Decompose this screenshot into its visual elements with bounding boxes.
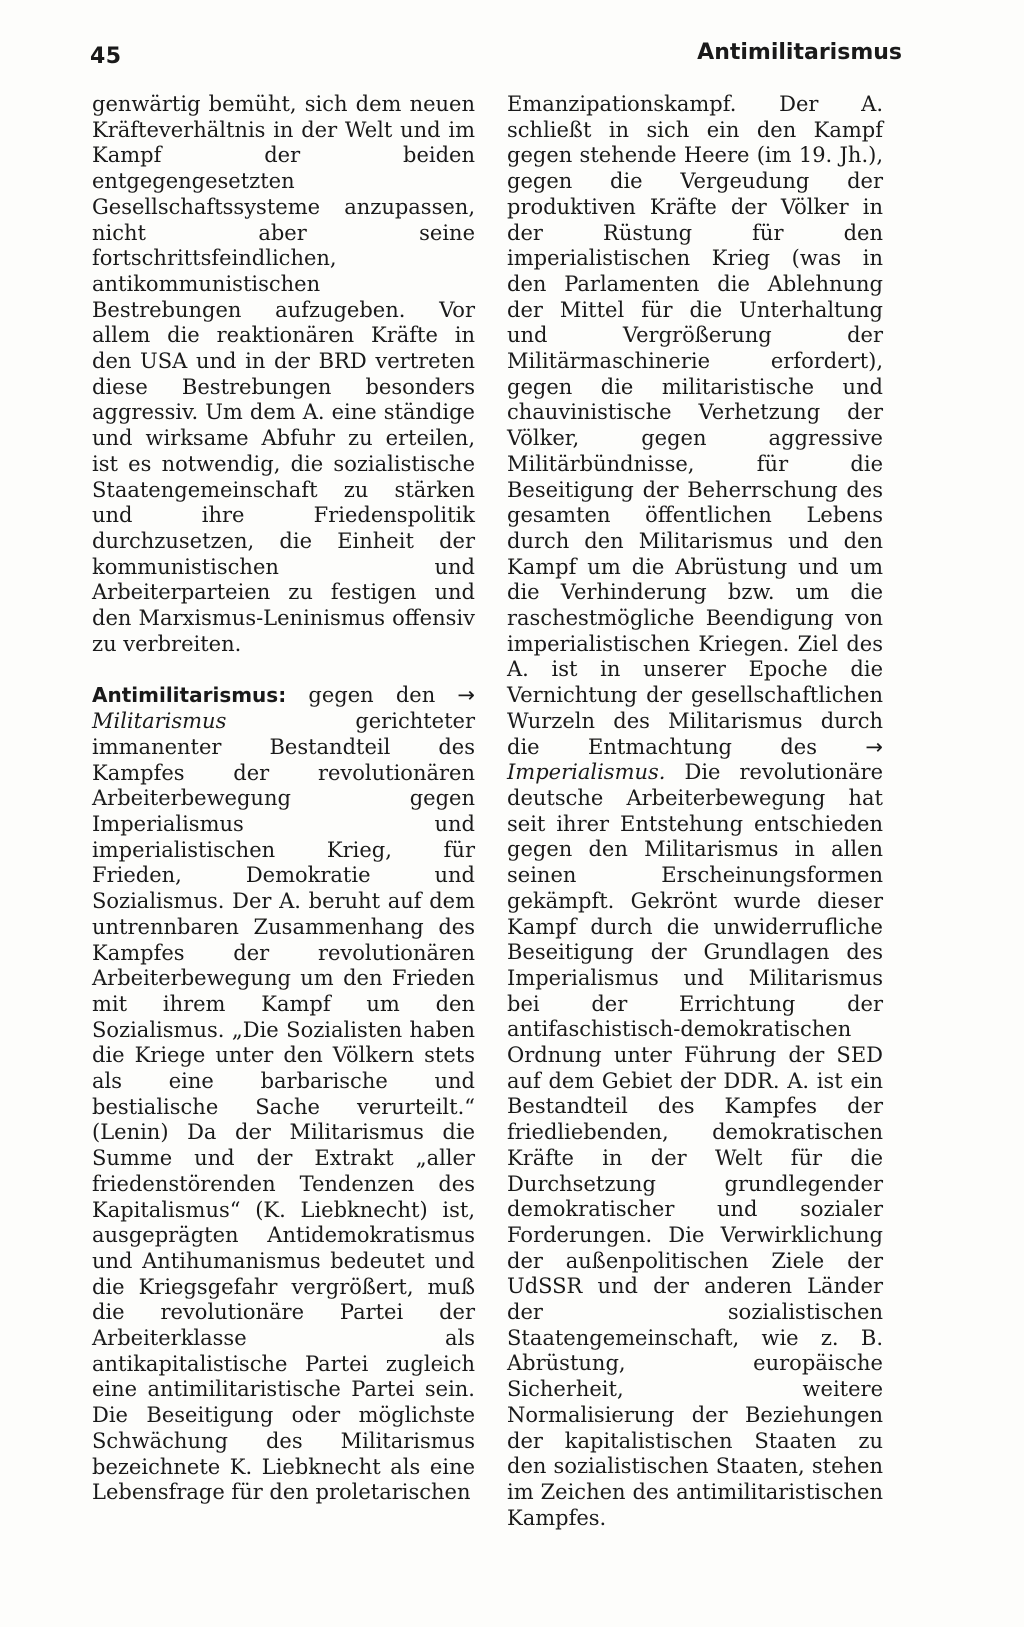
entry-lead: gegen den [286, 683, 458, 708]
entry-body: gerichteter immanenter Bestandteil des Kampfes der revolutionären Arbeiterbewegung gegen Imperialismus und imperialistischen Krieg, für Frieden, Demokratie und Sozialismus. Der A. beruht auf dem untrennbaren Zusammenhang des Kampfes der revolutionären Arbeiterbewegung um den Frieden mit ihrem Kampf um den Sozialismus. „Die Sozialisten haben die Kriege unter den Völkern stets als eine barbarische und bestialische Sache verurteilt.“ (Lenin) Da der Militarismus die Summe und der Extrakt „aller friedenstörenden Tendenzen des Kapitalismus“ (K. Liebknecht) ist, ausgeprägten Antidemokratismus und Antihumanismus bedeutet und die Kriegsgefahr vergrößert, muß die revolutionäre Partei der Arbeiterklasse als antikapitalistische Partei zugleich eine antimilitaristische Partei sein. Die Beseitigung oder möglichste Schwächung des Militarismus bezeichnete K. Liebknecht als eine Lebensfrage für den proletarischen [92, 709, 475, 1505]
entry-headword: Antimilitarismus: [92, 683, 287, 708]
entry-continuation [507, 92, 883, 1531]
entry-text-before-ref: Emanzipationskampf. Der A. schließt in sich ein den Kampf gegen stehende Heere (im 19. Jh.), gegen die Vergeudung der produktiven Kräfte der Völker in der Rüstung für den imperialistischen Krieg (was in den Parlamenten die Ablehnung der Mittel für die Unterhaltung und Vergrößerung der Militärmaschinerie erfordert), gegen die militaristische und chauvinistische Verhetzung der Völker, gegen aggressive Militärbündnisse, für die Beseitigung der Beherrschung des gesamten öffentlichen Lebens durch den Militarismus und den Kampf um die Abrüstung und um die Verhinderung bzw. um die raschestmögliche Beendigung von imperialistischen Kriegen. Ziel des A. ist in unserer Epoche die Vernichtung der gesellschaftlichen Wurzeln des Militarismus durch die Entmachtung des [507, 92, 883, 759]
page-number: 45 [90, 44, 122, 69]
entry-text-after-ref: Die revolutionäre deutsche Arbeiterbewegung hat seit ihrer Entstehung entschieden gegen den Militarismus in allen seinen Erscheinungsformen gekämpft. Gekrönt wurde dieser Kampf durch die unwiderrufliche Beseitigung der Grundlagen des Imperialismus und Militarismus bei der Errichtung der antifaschistisch-demokratischen Ordnung unter Führung der SED auf dem Gebiet der DDR. A. ist ein Bestandteil des Kampfes der friedliebenden, demokratischen Kräfte in der Welt für die Durchsetzung grundlegender demokratischer und sozialer Forderungen. Die Verwirklichung der außenpolitischen Ziele der UdSSR und der anderen Länder der sozialistischen Staatengemeinschaft, wie z. B. Abrüstung, europäische Sicherheit, weitere Normalisierung der Beziehungen der kapitalistischen Staaten zu den sozialistischen Staaten, stehen im Zeichen des antimilitaristischen Kampfes. [507, 760, 883, 1530]
continuation-paragraph: genwärtig bemüht, sich dem neuen Kräfteverhältnis in der Welt und im Kampf der beiden entgegengesetzten Gesellschaftssysteme anzupassen, nicht aber seine fortschrittsfeindlichen, antikommunistischen Bestrebungen aufzugeben. Vor allem die reaktionären Kräfte in den USA und in der BRD vertreten diese Bestrebungen besonders aggressiv. Um dem A. eine ständige und wirksame Abfuhr zu erteilen, ist es notwendig, die sozialistische Staatengemeinschaft zu stärken und ihre Friedenspolitik durchzusetzen, die Einheit der kommunistischen und Arbeiterparteien zu festigen und den Marxismus-Leninismus offensiv zu verbreiten. [92, 92, 475, 656]
cross-reference-arrow-icon: → [457, 683, 475, 708]
paragraph-gap [92, 657, 475, 683]
running-head: Antimilitarismus [697, 40, 902, 65]
cross-reference-imperialismus[interactable]: Imperialismus. [507, 760, 666, 785]
right-column [507, 92, 883, 1531]
cross-reference-arrow-icon: → [865, 734, 883, 759]
entry-antimilitarismus [92, 683, 475, 1506]
cross-reference-militarismus[interactable]: Militarismus [92, 709, 227, 734]
left-column [92, 92, 475, 1506]
